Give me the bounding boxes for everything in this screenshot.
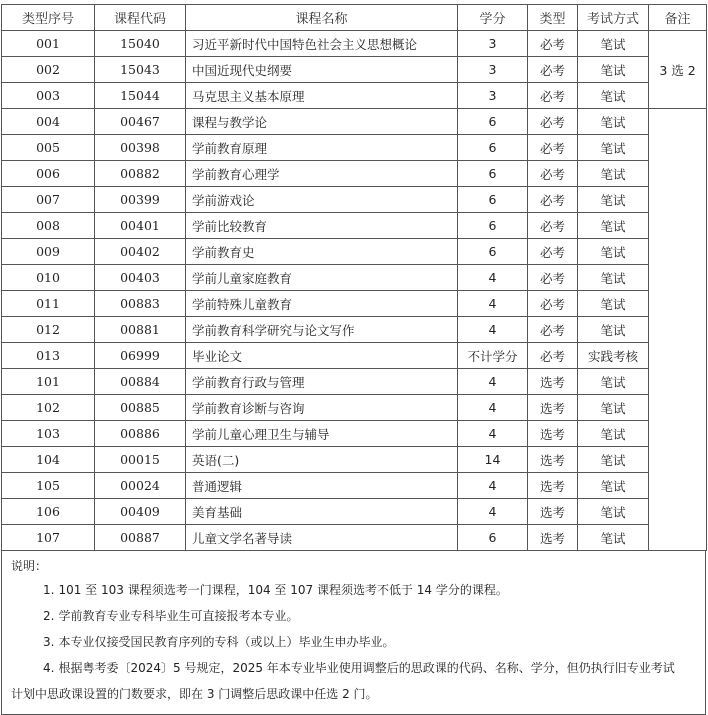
- course-plan-table: [1, 4, 707, 551]
- cell-name: 学前教育行政与管理: [186, 369, 458, 395]
- cell-code: 00883: [95, 291, 186, 317]
- cell-credit: 6: [458, 239, 528, 265]
- cell-type: 必考: [528, 265, 578, 291]
- cell-name: 中国近现代史纲要: [186, 57, 458, 83]
- cell-seq: 106: [2, 499, 95, 525]
- cell-name: 美育基础: [186, 499, 458, 525]
- cell-code: 15040: [95, 31, 186, 57]
- table-row: [2, 265, 707, 291]
- cell-exam: 笔试: [578, 135, 649, 161]
- cell-seq: 011: [2, 291, 95, 317]
- note-text: 本专业仅接受国民教育序列的专科（或以上）毕业生申办毕业。: [58, 635, 395, 649]
- table-row: [2, 525, 707, 551]
- table-row: [2, 83, 707, 109]
- cell-type: 必考: [528, 161, 578, 187]
- header-exam: 考试方式: [578, 5, 649, 31]
- note-number: 2.: [43, 609, 55, 623]
- cell-code: 15044: [95, 83, 186, 109]
- cell-name: 学前特殊儿童教育: [186, 291, 458, 317]
- cell-name: 学前游戏论: [186, 187, 458, 213]
- cell-code: 00882: [95, 161, 186, 187]
- note-number: 3.: [43, 635, 55, 649]
- cell-type: 必考: [528, 187, 578, 213]
- cell-code: 06999: [95, 343, 186, 369]
- cell-exam: 笔试: [578, 213, 649, 239]
- cell-code: 00403: [95, 265, 186, 291]
- cell-exam: 笔试: [578, 447, 649, 473]
- table-row: [2, 161, 707, 187]
- table-row: [2, 239, 707, 265]
- cell-code: 00399: [95, 187, 186, 213]
- header-name: 课程名称: [186, 5, 458, 31]
- cell-code: 00024: [95, 473, 186, 499]
- table-header-row: [2, 5, 707, 31]
- cell-credit: 6: [458, 161, 528, 187]
- cell-seq: 002: [2, 57, 95, 83]
- cell-name: 学前教育科学研究与论文写作: [186, 317, 458, 343]
- cell-exam: 笔试: [578, 31, 649, 57]
- cell-exam: 笔试: [578, 369, 649, 395]
- remark-cell-empty: [649, 109, 707, 551]
- cell-type: 必考: [528, 239, 578, 265]
- cell-type: 选考: [528, 421, 578, 447]
- cell-exam: 笔试: [578, 109, 649, 135]
- table-row: [2, 317, 707, 343]
- cell-type: 必考: [528, 109, 578, 135]
- cell-credit: 6: [458, 213, 528, 239]
- cell-credit: 3: [458, 31, 528, 57]
- note-item-4-continued: [11, 681, 701, 707]
- note-number: 1.: [43, 583, 55, 597]
- cell-credit: 14: [458, 447, 528, 473]
- note-text: 学前教育专业专科毕业生可直接报考本专业。: [58, 609, 299, 623]
- cell-name: 课程与教学论: [186, 109, 458, 135]
- cell-exam: 笔试: [578, 525, 649, 551]
- header-remark: 备注: [649, 5, 707, 31]
- cell-code: 00015: [95, 447, 186, 473]
- cell-type: 必考: [528, 57, 578, 83]
- cell-seq: 005: [2, 135, 95, 161]
- cell-exam: 笔试: [578, 317, 649, 343]
- cell-credit: 4: [458, 473, 528, 499]
- cell-seq: 107: [2, 525, 95, 551]
- cell-exam: 笔试: [578, 187, 649, 213]
- cell-exam: 笔试: [578, 499, 649, 525]
- cell-seq: 001: [2, 31, 95, 57]
- table-row: [2, 31, 707, 57]
- cell-type: 选考: [528, 447, 578, 473]
- cell-type: 必考: [528, 83, 578, 109]
- cell-name: 习近平新时代中国特色社会主义思想概论: [186, 31, 458, 57]
- table-row: [2, 421, 707, 447]
- cell-code: 00402: [95, 239, 186, 265]
- cell-credit: 4: [458, 317, 528, 343]
- note-item-1: [11, 577, 701, 603]
- cell-seq: 013: [2, 343, 95, 369]
- cell-name: 学前儿童家庭教育: [186, 265, 458, 291]
- note-number: 4.: [43, 661, 55, 675]
- cell-name: 学前教育原理: [186, 135, 458, 161]
- cell-exam: 笔试: [578, 239, 649, 265]
- cell-type: 必考: [528, 291, 578, 317]
- cell-code: 00409: [95, 499, 186, 525]
- cell-seq: 010: [2, 265, 95, 291]
- cell-exam: 笔试: [578, 265, 649, 291]
- cell-credit: 4: [458, 265, 528, 291]
- table-row: [2, 369, 707, 395]
- note-text: 计划中思政课设置的门数要求，即在 3 门调整后思政课中任选 2 门。: [11, 687, 378, 701]
- cell-type: 必考: [528, 31, 578, 57]
- cell-credit: 6: [458, 187, 528, 213]
- cell-type: 必考: [528, 343, 578, 369]
- cell-exam: 笔试: [578, 395, 649, 421]
- cell-name: 学前教育心理学: [186, 161, 458, 187]
- cell-credit: 3: [458, 83, 528, 109]
- cell-credit: 4: [458, 291, 528, 317]
- cell-name: 儿童文学名著导读: [186, 525, 458, 551]
- note-text: 101 至 103 课程须选考一门课程，104 至 107 课程须选考不低于 14 学分的课程。: [58, 583, 508, 597]
- cell-credit: 6: [458, 525, 528, 551]
- cell-exam: 笔试: [578, 291, 649, 317]
- cell-seq: 103: [2, 421, 95, 447]
- cell-code: 15043: [95, 57, 186, 83]
- cell-seq: 006: [2, 161, 95, 187]
- cell-seq: 104: [2, 447, 95, 473]
- cell-credit: 不计学分: [458, 343, 528, 369]
- table-row: [2, 343, 707, 369]
- cell-type: 选考: [528, 499, 578, 525]
- cell-code: 00398: [95, 135, 186, 161]
- cell-name: 学前教育史: [186, 239, 458, 265]
- header-seq: 类型序号: [2, 5, 95, 31]
- cell-credit: 4: [458, 421, 528, 447]
- cell-credit: 6: [458, 109, 528, 135]
- table-row: [2, 395, 707, 421]
- cell-code: 00467: [95, 109, 186, 135]
- cell-seq: 004: [2, 109, 95, 135]
- cell-exam: 实践考核: [578, 343, 649, 369]
- cell-type: 选考: [528, 395, 578, 421]
- cell-type: 必考: [528, 213, 578, 239]
- cell-name: 学前教育诊断与咨询: [186, 395, 458, 421]
- cell-type: 必考: [528, 135, 578, 161]
- note-item-2: [11, 603, 701, 629]
- note-item-3: [11, 629, 701, 655]
- note-item-4: [11, 655, 701, 681]
- cell-type: 选考: [528, 525, 578, 551]
- cell-credit: 4: [458, 369, 528, 395]
- table-row: [2, 57, 707, 83]
- cell-code: 00884: [95, 369, 186, 395]
- remark-cell-choose-2-of-3: 3 选 2: [649, 31, 707, 109]
- table-row: [2, 109, 707, 135]
- cell-name: 英语(二): [186, 447, 458, 473]
- cell-code: 00401: [95, 213, 186, 239]
- cell-exam: 笔试: [578, 161, 649, 187]
- cell-seq: 003: [2, 83, 95, 109]
- exam-plan-document: [1, 4, 706, 715]
- cell-exam: 笔试: [578, 473, 649, 499]
- cell-exam: 笔试: [578, 421, 649, 447]
- table-row: [2, 135, 707, 161]
- cell-name: 普通逻辑: [186, 473, 458, 499]
- cell-code: 00886: [95, 421, 186, 447]
- cell-code: 00885: [95, 395, 186, 421]
- header-code: 课程代码: [95, 5, 186, 31]
- table-row: [2, 187, 707, 213]
- cell-credit: 6: [458, 135, 528, 161]
- cell-type: 必考: [528, 317, 578, 343]
- cell-credit: 4: [458, 395, 528, 421]
- table-row: [2, 213, 707, 239]
- cell-credit: 3: [458, 57, 528, 83]
- table-row: [2, 499, 707, 525]
- cell-credit: 4: [458, 499, 528, 525]
- cell-seq: 012: [2, 317, 95, 343]
- cell-name: 学前比较教育: [186, 213, 458, 239]
- cell-seq: 008: [2, 213, 95, 239]
- cell-code: 00881: [95, 317, 186, 343]
- notes-title: 说明：: [11, 559, 48, 573]
- cell-seq: 007: [2, 187, 95, 213]
- cell-type: 选考: [528, 473, 578, 499]
- cell-exam: 笔试: [578, 57, 649, 83]
- cell-name: 毕业论文: [186, 343, 458, 369]
- notes-section: [1, 551, 706, 715]
- cell-name: 马克思主义基本原理: [186, 83, 458, 109]
- cell-name: 学前儿童心理卫生与辅导: [186, 421, 458, 447]
- cell-seq: 105: [2, 473, 95, 499]
- table-row: [2, 447, 707, 473]
- table-row: [2, 473, 707, 499]
- cell-seq: 009: [2, 239, 95, 265]
- cell-code: 00887: [95, 525, 186, 551]
- header-type: 类型: [528, 5, 578, 31]
- cell-seq: 101: [2, 369, 95, 395]
- header-credit: 学分: [458, 5, 528, 31]
- cell-type: 选考: [528, 369, 578, 395]
- cell-seq: 102: [2, 395, 95, 421]
- note-text: 根据粤考委〔2024〕5 号规定，2025 年本专业毕业使用调整后的思政课的代码、名称、学分，但仍执行旧专业考试: [58, 661, 675, 675]
- table-body: [2, 31, 707, 551]
- cell-exam: 笔试: [578, 83, 649, 109]
- table-row: [2, 291, 707, 317]
